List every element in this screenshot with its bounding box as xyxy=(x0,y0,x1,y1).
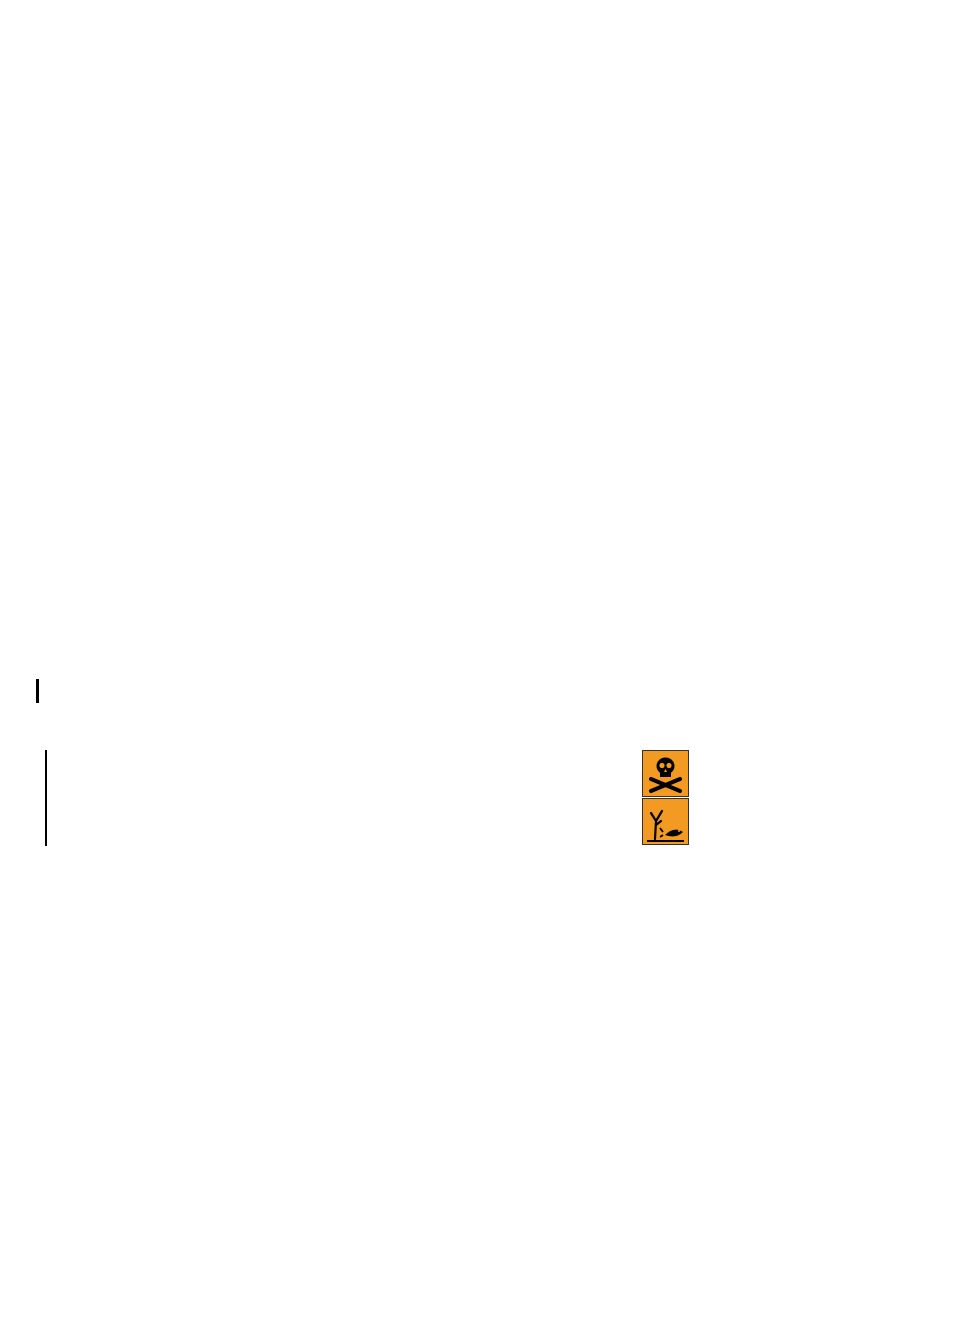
change-marker xyxy=(45,750,47,846)
skull-crossbones-pictogram-icon xyxy=(642,750,689,797)
environment-pictogram-icon xyxy=(642,798,689,845)
change-marker xyxy=(36,679,39,703)
